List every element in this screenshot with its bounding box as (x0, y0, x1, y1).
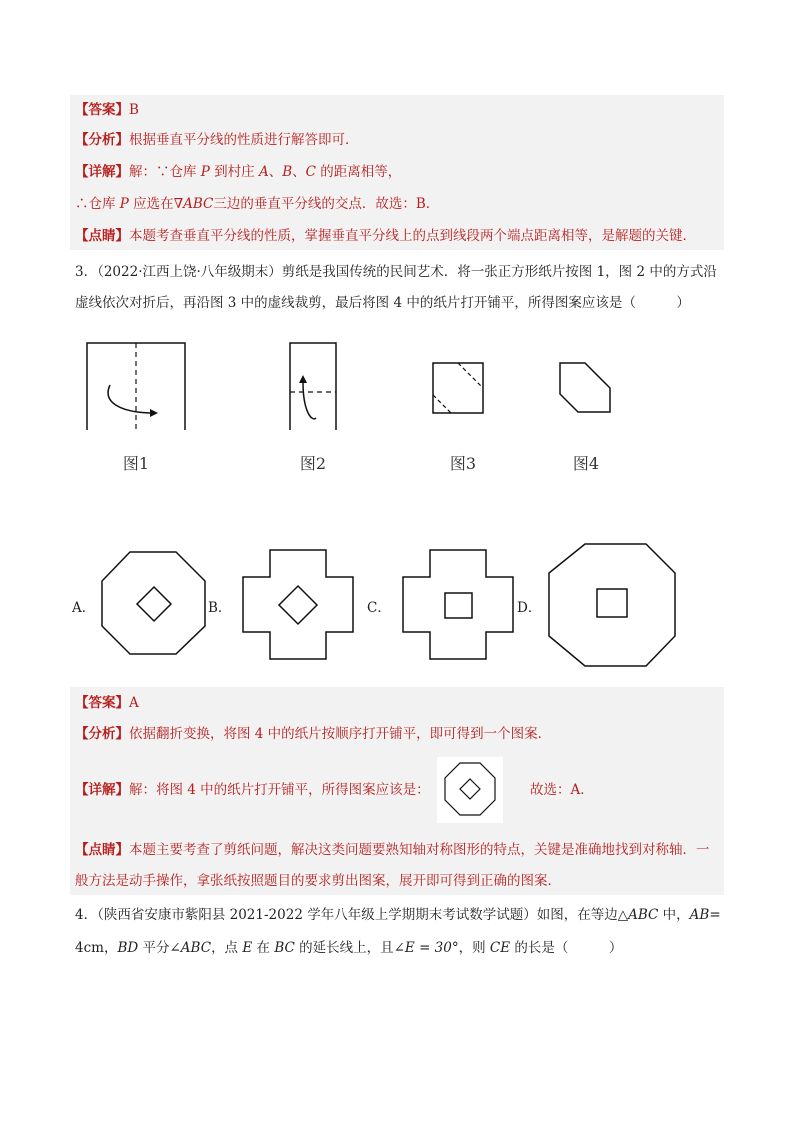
q4-text: 4cm， (75, 940, 118, 956)
q4-text: 平分 (138, 940, 170, 956)
math-var: CE (489, 940, 511, 956)
q3-analysis-line (75, 724, 551, 744)
figure-3-label: 图3 (449, 454, 477, 473)
detail-text: 的距离相等， (316, 164, 402, 180)
q4-text: ，点 (211, 940, 243, 956)
q3-comment-line-1 (75, 840, 710, 860)
option-figures (0, 540, 794, 670)
q4-text: 中， (658, 907, 690, 923)
comment-tag: 【点睛】 (75, 228, 129, 244)
math-var: BC (274, 940, 295, 956)
math-angle: ∠ABC (169, 940, 212, 956)
option-a-figure (102, 552, 205, 654)
analysis-text: 根据垂直平分线的性质进行解答即可． (129, 132, 359, 148)
q3-answer-line (75, 693, 139, 713)
q3-stem-line-2: 虚线依次对折后，再沿图 3 中的虚线裁剪，最后将图 4 中的纸片打开铺平，所得图案应该是（ ） (75, 295, 690, 311)
q4-text: 的延长线上，且 (294, 940, 394, 956)
analysis-tag: 【分析】 (75, 132, 129, 148)
folding-figures (0, 330, 794, 430)
math-triangle: ∇ABC (173, 196, 214, 212)
q4-text: 在 (252, 940, 275, 956)
q2-detail-line-2 (75, 194, 439, 214)
option-b-label: B． (208, 600, 232, 616)
figure-4-label: 图4 (572, 454, 600, 473)
analysis-tag: 【分析】 (75, 726, 129, 742)
math-var: BD (117, 940, 139, 956)
figure-2-label: 图2 (299, 454, 327, 473)
detail-text: 、 (292, 164, 306, 180)
figure-4 (560, 363, 610, 412)
comment-tag: 【点睛】 (75, 842, 129, 858)
comment-text: 本题主要考查了剪纸问题，解决这类问题要熟知轴对称图形的特点，关键是准确地找到对称轴．一 (129, 842, 710, 858)
answer-figure (437, 757, 503, 823)
detail-tag: 【详解】 (75, 782, 129, 798)
figure-1-label: 图1 (122, 454, 150, 473)
answer-value: B (129, 102, 139, 118)
q3-stem-line-1: 3．（2022·江西上饶·八年级期末）剪纸是我国传统的民间艺术．将一张正方形纸片按图 1，图 2 中的方式沿 (75, 264, 717, 280)
q2-detail-line-1 (75, 162, 401, 182)
q4-text: ，则 (458, 940, 490, 956)
answer-tag: 【答案】 (75, 695, 129, 711)
comment-text: 本题考查垂直平分线的性质，掌握垂直平分线上的点到线段两个端点距离相等，是解题的关键． (129, 228, 696, 244)
detail-text: 应选在 (128, 196, 174, 212)
math-var: E (242, 940, 253, 956)
math-var: AB (689, 907, 710, 923)
detail-text: 解：将图 4 中的纸片打开铺平，所得图案应该是： (129, 782, 430, 798)
math-angle: ∠E = 30° (393, 940, 459, 956)
q4-text: 的长是（ ） (510, 940, 623, 956)
q4-text: = (709, 907, 721, 923)
q2-analysis-line (75, 130, 359, 150)
q3-comment-line-2: 般方法是动手操作，拿张纸按照题目的要求剪出图案，展开即可得到正确的图案． (75, 873, 561, 889)
q2-answer-line (75, 100, 139, 120)
q4-stem-line-1 (75, 905, 721, 925)
detail-tag: 【详解】 (75, 164, 129, 180)
q3-detail-line (75, 780, 430, 800)
option-d-label: D． (517, 600, 542, 616)
figure-2 (290, 343, 336, 430)
q2-comment-line (75, 226, 696, 246)
option-c-label: C． (367, 600, 391, 616)
math-var: A (258, 164, 269, 180)
detail-text: 三边的垂直平分线的交点．故选：B． (213, 196, 440, 212)
math-var: P (200, 164, 210, 180)
answer-value: A (129, 695, 139, 711)
q4-stem-line-2 (75, 938, 622, 958)
option-d-figure (549, 544, 675, 666)
math-triangle: △ABC (617, 907, 659, 923)
math-var: P (119, 196, 129, 212)
analysis-text: 依据翻折变换，将图 4 中的纸片按顺序打开铺平，即可得到一个图案． (129, 726, 552, 742)
math-var: C (305, 164, 316, 180)
math-var: B (282, 164, 293, 180)
option-b-figure (243, 550, 353, 659)
answer-figure-octagon (437, 757, 503, 823)
figure-3 (433, 363, 483, 413)
option-c-figure (403, 550, 513, 659)
detail-text: 到村庄 (209, 164, 259, 180)
detail-text: 解：∵仓库 (129, 164, 201, 180)
q3-detail-end: 故选：A． (530, 782, 594, 798)
detail-text: ∴仓库 (75, 196, 120, 212)
detail-text: 、 (268, 164, 283, 180)
q4-text: 4．（陕西省安康市紫阳县 2021-2022 学年八年级上学期期末考试数学试题）如图，在等边 (75, 907, 618, 923)
option-a-label: A． (72, 600, 96, 616)
figure-1 (87, 343, 185, 430)
answer-tag: 【答案】 (75, 102, 129, 118)
